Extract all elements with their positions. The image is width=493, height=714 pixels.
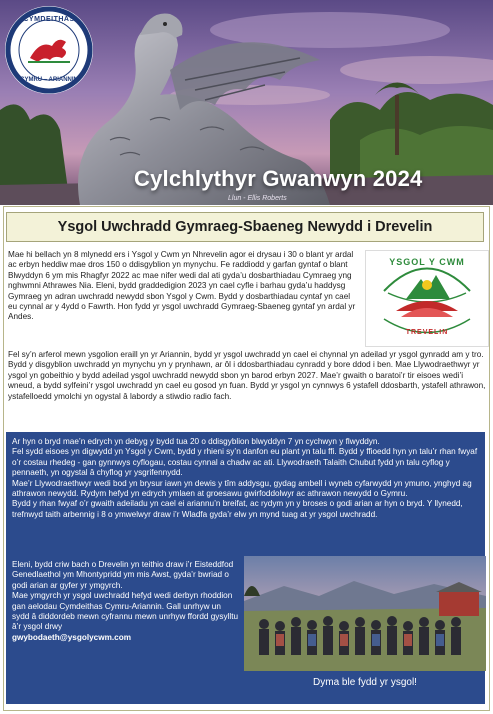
newsletter-title: Cylchlythyr Gwanwyn 2024 xyxy=(134,166,423,191)
ysgol-y-cwm-logo xyxy=(365,250,489,347)
photo-credit: Llun - Ellis Roberts xyxy=(228,195,287,202)
badge-bottom-text: CYMRU – ARIANNIN xyxy=(20,77,78,83)
logo-bottom-text: TREVELIN xyxy=(405,329,449,336)
bullet-item: Fel sydd eisoes yn digwydd yn Ysgol y Cwm, bydd y rhieni sy’n danfon eu plant yn talu ffi. Bydd y ffioedd hyn yn talu’r rhan fwyaf o’r costau rhedeg - gan gynnwys cyflogau, costau cynnal a chadw ac ati. Llywodraeth Talaith Chubut fydd yn talu cyflog y pennaeth, yn ogystal â chyflog yr ysgrifennydd. xyxy=(12,447,478,478)
info-bullets-lower xyxy=(12,560,240,643)
section-header xyxy=(6,212,484,242)
contact-email-link[interactable]: gwybodaeth@ysgolycwm.com xyxy=(12,632,131,642)
photo-caption: Dyma ble fydd yr ysgol! xyxy=(313,677,417,688)
bullet-item: Ar hyn o bryd mae’n edrych yn debyg y bydd tua 20 o ddisgyblion blwyddyn 7 yn cychwyn y flwyddyn. xyxy=(12,437,380,446)
hero-banner xyxy=(0,0,493,205)
bullet-item: Bydd y rhan fwyaf o’r gwaith adeiladu yn cael ei ariannu’n breifat, ac rydym yn y broses o godi arian ar hyn o bryd. Y llynedd, trefnwyd taith arbennig i 8 o ymwelwyr draw i’r Wladfa gyda’r elw yn mynd tuag at yr ysgol uwchradd. xyxy=(12,499,463,519)
logo-top-text: YSGOL Y CWM xyxy=(389,257,465,267)
badge-top-text: CYMDEITHAS xyxy=(23,16,75,23)
school-site-photo xyxy=(244,556,486,671)
section-title: Ysgol Uwchradd Gymraeg-Sbaeneg Newydd i Drevelin xyxy=(57,219,433,235)
info-bullets-upper xyxy=(12,437,480,520)
bullet-item: Eleni, bydd criw bach o Drevelin yn teithio draw i’r Eisteddfod Genedlaethol ym Mhontypridd ym mis Awst, gyda’r bwriad o godi arian ar gyfer yr ymgyrch. xyxy=(12,560,234,590)
bullet-item: Mae ymgyrch yr ysgol uwchradd hefyd wedi derbyn rhoddion gan aelodau Cymdeithas Cymru-Ariannin. Gall unrhyw un sydd â diddordeb mewn cyfrannu mewn unrhyw ffordd gysylltu â’r ysgol drwy xyxy=(12,591,239,632)
intro-paragraph-1: Mae hi bellach yn 8 mlynedd ers i Ysgol y Cwm yn Nhrevelin agor ei drysau i 30 o blant yr ardal ac erbyn heddiw mae dros 150 o ddisgyblion yn mynychu. Fe raddiodd y garfan gyntaf o blant Blwyddyn 6 ym mis Rhagfyr 2022 ac mae nifer wedi dal ati gyda’u dosbarthiadau Cymraeg yng nghwmni Athrawes Nia. Eleni, bydd graddedigion 2023 yn cael cyfle i barhau gyda’u haddysg Gymraeg yn adran uwchradd newydd sbon Ysgol y Cwm. Bydd y dosbarthiadau cyntaf yn cael eu cynnal ar y 4ydd o Fawrth. Hon fydd yr ysgol uwchradd Gymraeg-Sbaeneg gyntaf yn ardal yr Andes. xyxy=(8,250,356,322)
bullet-item: Mae’r Llywodraethwyr wedi bod yn brysur iawn yn dewis y tîm addysgu, gydag ambell i wyneb cyfarwydd yn ymuno, ynghyd ag athrawon newydd. Rydym hefyd yn edrych ymlaen at groesawu gwirfoddolwyr ac athrawon newydd o Gymru. xyxy=(12,478,472,499)
intro-paragraph-2: Fel sy’n arferol mewn ysgolion eraill yn yr Ariannin, bydd yr ysgol uwchradd yn cael ei chynnal yn adeilad yr ysgol gynradd am y tro. Bydd y disgyblion uwchradd yn mynychu yn y prynhawn, ar ôl i ddosbarthiadau cynradd y bore ddod i ben. Mae Llywodraethwyr yr ysgol yn gobeithio y bydd adeilad ysgol uwchradd newydd sbon yn barod erbyn 2027. Mae’r gwaith o baratoi’r tir eisoes wedi’i wneud, a bydd sylfeini’r ysgol uwchradd yn cael eu gosod yn fuan. Bydd yr ysgol yn cynnwys 6 ystafell ddosbarth, ystafell athrawon, ystafelloedd ymolchi yn ogystal â labordy a stiwdio radio fach. xyxy=(8,350,486,401)
